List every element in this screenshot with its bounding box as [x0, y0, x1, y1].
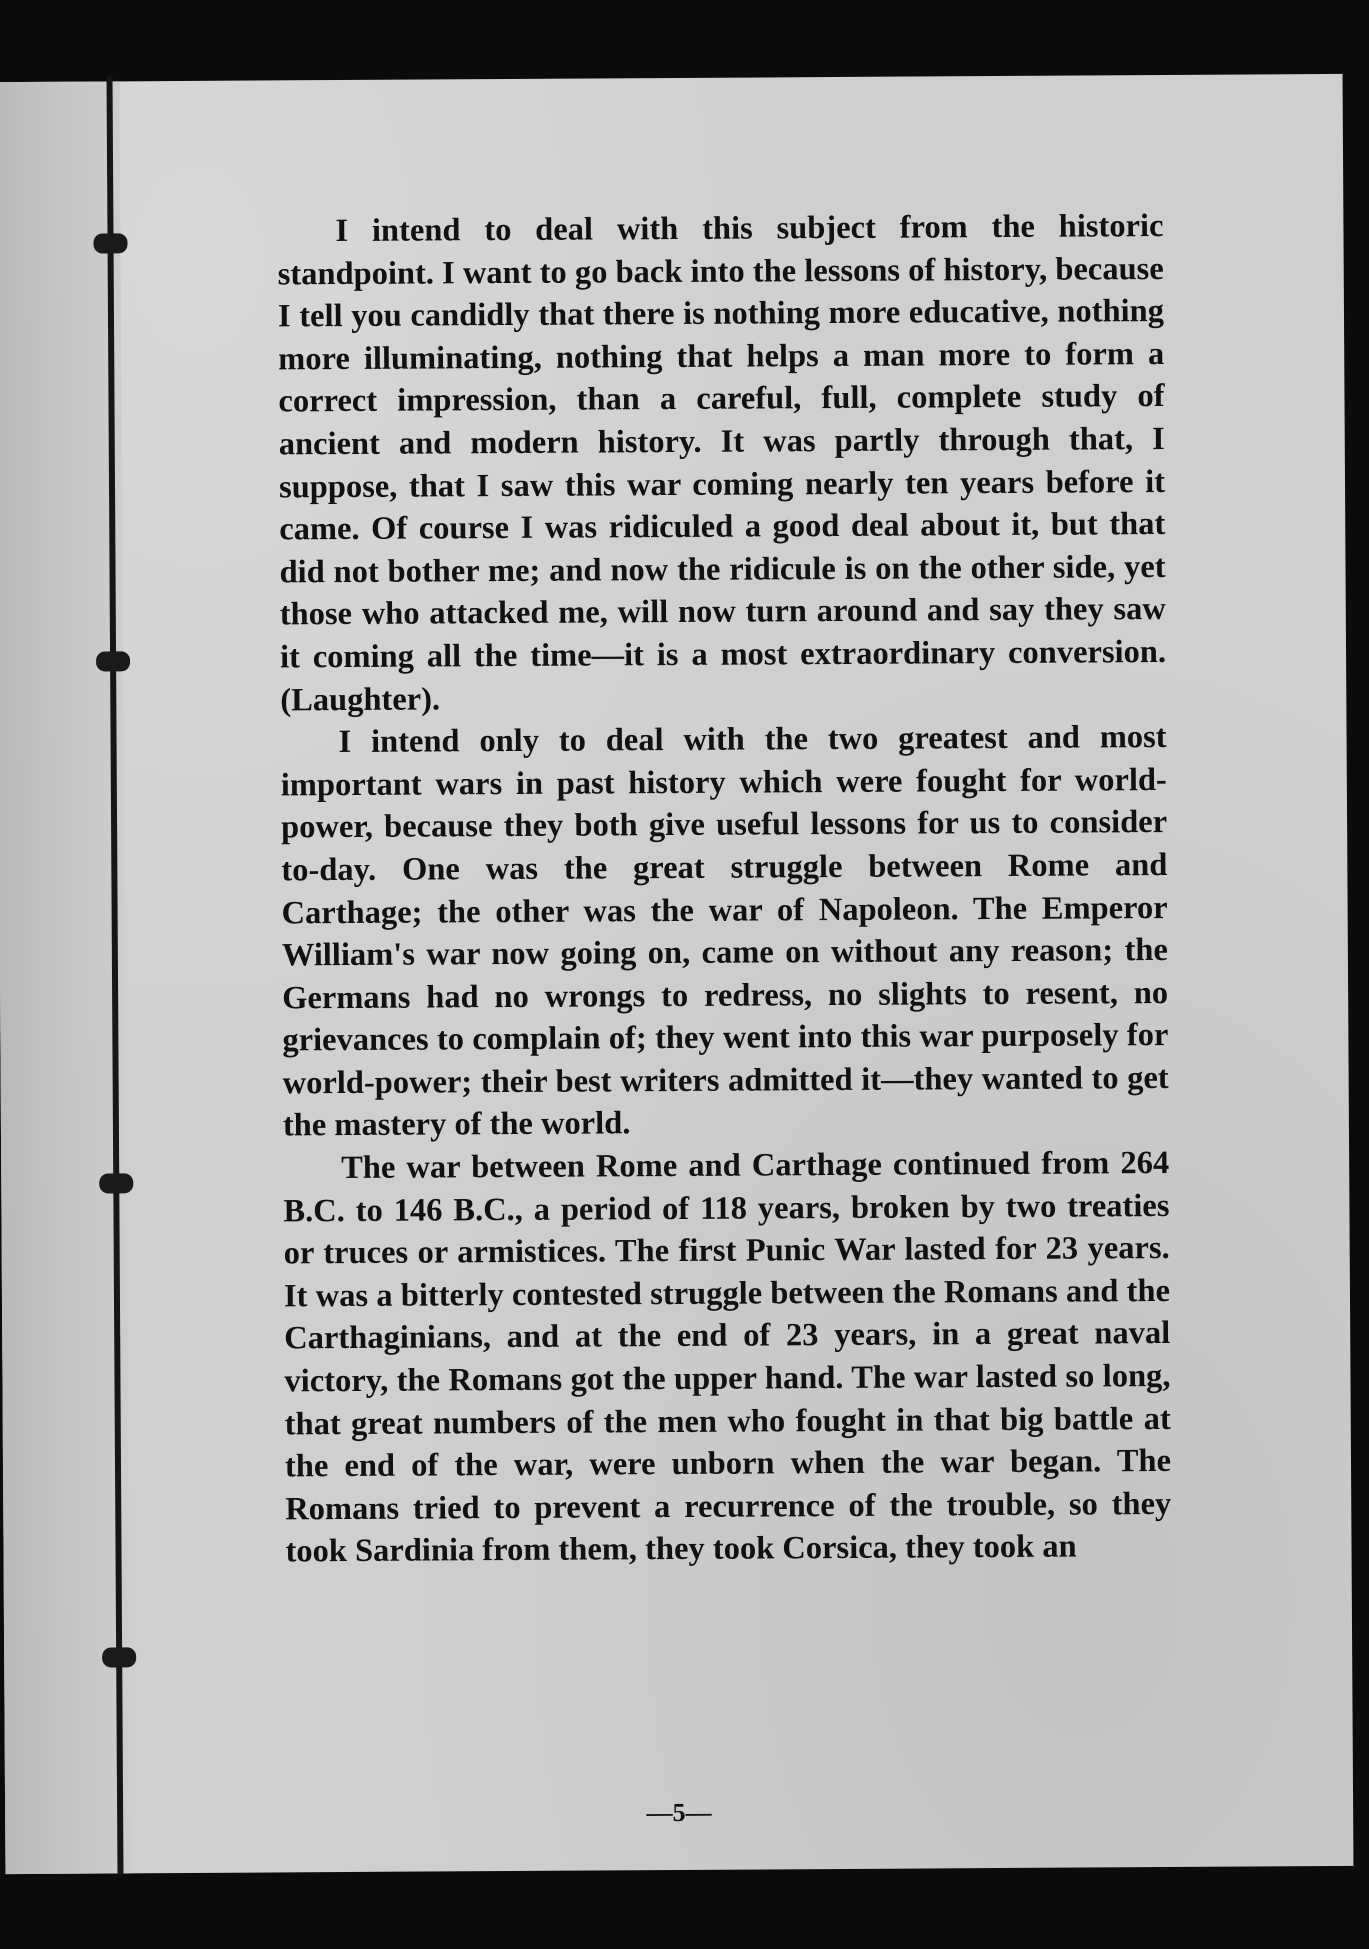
- scanned-page: [0, 74, 1353, 1874]
- paragraph: The war between Rome and Carthage continued from 264 B.C. to 146 B.C., a period of 118 years, broken by two treaties or truces or armistices. The first Punic War lasted for 23 years. It was a bitterly contested struggle between the Romans and the Carthaginians, and at the end of 23 years, in a great naval victory, the Romans got the upper hand. The war lasted so long, that great numbers of the men who fought in that big battle at the end of the war, were unborn when the war began. The Romans tried to prevent a recurrence of the trouble, so they took Sardinia from them, they took Corsica, they took an: [283, 1145, 1172, 1570]
- paragraph: I intend only to deal with the two greatest and most important wars in past history which were fought for world-power, because they both give useful lessons for us to consider to-day. One was the great struggle between Rome and Carthage; the other was the war of Napoleon. The Emperor William's war now going on, came on without any reason; the Germans had no wrongs to redress, no slights to resent, no grievances to complain of; they went into this war purposely for world-power; their best writers admitted it—they wanted to get the mastery of the world.: [280, 719, 1169, 1144]
- binding-staple: [96, 651, 130, 671]
- binding-staple: [102, 1647, 136, 1667]
- binding-staple: [93, 233, 127, 253]
- page-number: —5—: [646, 1797, 712, 1828]
- body-text: [277, 205, 1171, 1573]
- paragraph: I intend to deal with this subject from the historic standpoint. I want to go back into the lessons of history, because I tell you candidly that there is nothing more educative, nothing more illuminating, nothing that helps a man more to form a correct impression, than a careful, full, complete study of ancient and modern history. It was partly through that, I suppose, that I saw this war coming nearly ten years before it came. Of course I was ridiculed a good deal about it, but that did not bother me; and now the ridicule is on the other side, yet those who attacked me, will now turn around and say they saw it coming all the time—it is a most extraordinary conversion. (Laughter).: [277, 207, 1167, 718]
- binding-staple: [99, 1173, 133, 1193]
